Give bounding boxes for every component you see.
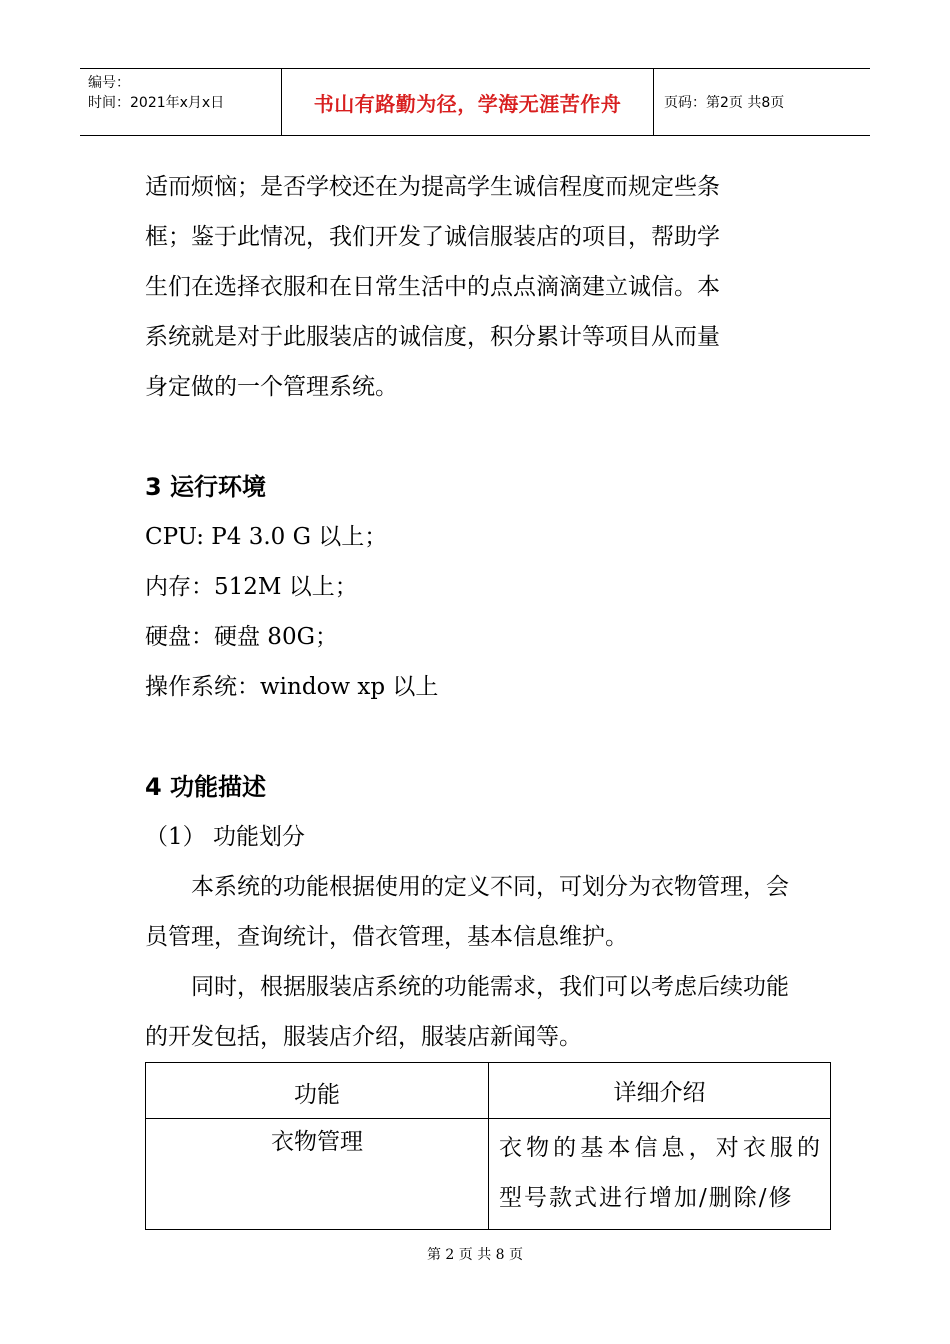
page-header: [80, 68, 870, 136]
section4-title: 4 功能描述: [145, 773, 267, 801]
env-item-memory: 内存：512M 以上；: [145, 574, 358, 600]
env-item-disk: 硬盘：硬盘 80G；: [145, 624, 338, 650]
intro-line: 系统就是对于此服装店的诚信度，积分累计等项目从而量: [145, 324, 720, 350]
intro-line: 身定做的一个管理系统。: [145, 374, 398, 400]
intro-line: 适而烦恼；是否学校还在为提高学生诚信程度而规定些条: [145, 174, 720, 200]
table-row: [146, 1119, 831, 1230]
env-item-cpu: CPU: P4 3.0 G 以上；: [145, 524, 388, 550]
table-cell-function: 衣物管理: [146, 1119, 489, 1230]
intro-line: 框；鉴于此情况，我们开发了诚信服装店的项目，帮助学: [145, 224, 720, 250]
table-cell-detail: 衣物的基本信息，对衣服的型号款式进行增加/删除/修: [489, 1119, 831, 1230]
spacer: [145, 412, 810, 462]
table-header-row: [146, 1063, 831, 1119]
section4-subtitle: （1） 功能划分: [145, 824, 305, 850]
spacer: [145, 712, 810, 762]
section3-title: 3 运行环境: [145, 473, 267, 501]
section4-para1: 本系统的功能根据使用的定义不同，可划分为衣物管理，会员管理，查询统计，借衣管理，基本信息维护。: [145, 874, 789, 950]
header-time: 时间：2021年x月x日: [88, 95, 225, 111]
table-header-cell: 详细介绍: [489, 1063, 831, 1119]
header-motto-cell: [282, 69, 654, 135]
header-page-info: 页码：第2页 共8页: [664, 95, 785, 111]
header-meta: [80, 69, 282, 135]
header-motto: 书山有路勤为径，学海无涯苦作舟: [313, 91, 622, 116]
page-footer: 第 2 页 共 8 页: [426, 1247, 524, 1263]
table-header-cell: 功能: [146, 1063, 489, 1119]
intro-line: 生们在选择衣服和在日常生活中的点点滴滴建立诚信。本: [145, 274, 720, 300]
document-body: [145, 162, 822, 1230]
env-item-os: 操作系统：window xp 以上: [145, 674, 439, 700]
header-number: 编号：: [88, 75, 130, 91]
function-table: [145, 1062, 831, 1230]
section4-para2: 同时，根据服装店系统的功能需求，我们可以考虑后续功能的开发包括，服装店介绍，服装店新闻等。: [145, 974, 789, 1050]
